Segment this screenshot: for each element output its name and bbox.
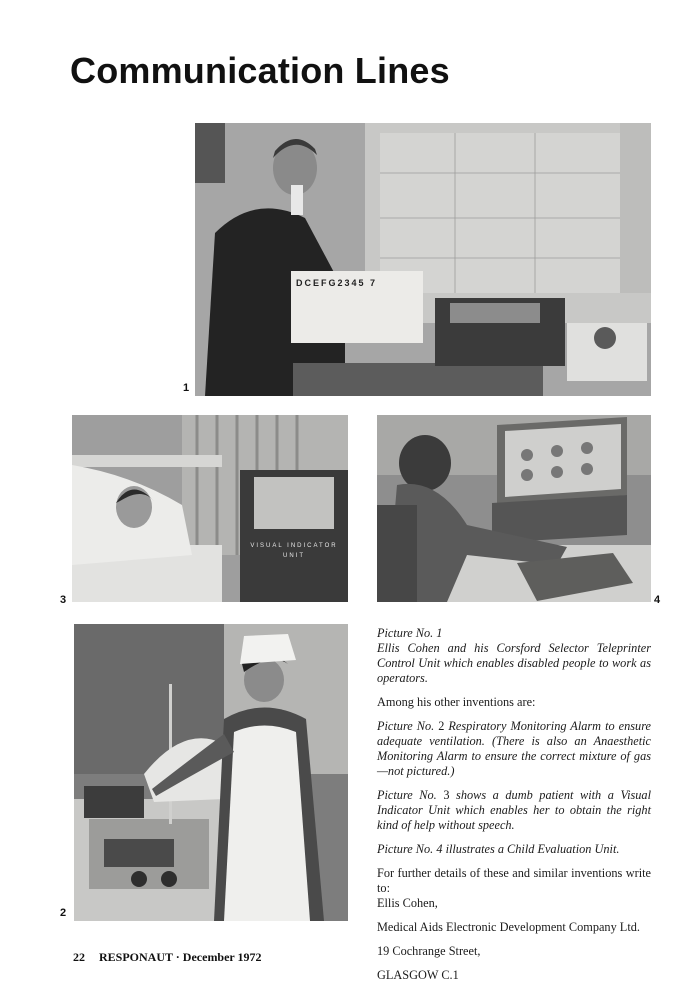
- caption-column: [377, 626, 651, 992]
- letter-board: [291, 271, 423, 343]
- caption-picture-2-num: 2: [438, 719, 445, 733]
- caption-intro: Among his other inventions are:: [377, 695, 536, 709]
- photo-respiratory-alarm: [74, 624, 348, 921]
- photo-child-evaluation: [377, 415, 651, 602]
- caption-picture-1-label: Picture No. 1: [377, 626, 443, 640]
- caption-further: For further details of these and similar inventions write to:: [377, 866, 651, 895]
- photo-number-2: 2: [60, 907, 67, 919]
- caption-picture-3-num: 3: [443, 788, 450, 802]
- caption-picture-2-text: Respiratory Monitoring Alarm to ensure adequate ventilation. (There is also an Anaesthetic Monitoring Alarm to ensure the correct mixture of gas —not pictured.): [377, 719, 651, 778]
- caption-picture-3: [377, 788, 651, 833]
- page-number: 22: [73, 950, 85, 964]
- caption-picture-2: [377, 719, 651, 779]
- publication-line: RESPONAUT · December 1972: [99, 950, 262, 964]
- caption-picture-4-num: 4: [436, 842, 443, 856]
- page-title: Communication Lines: [70, 50, 450, 91]
- photo-patient-indicator: [72, 415, 348, 602]
- photo-number-3: 3: [60, 594, 67, 606]
- photo-number-4: 4: [654, 594, 661, 606]
- caption-picture-4-lead: Picture No.: [377, 842, 434, 856]
- address-city: GLASGOW C.1: [377, 968, 459, 982]
- indicator-label-text: VISUAL INDICATOR UNIT: [250, 543, 338, 559]
- caption-picture-4: [377, 842, 651, 857]
- address-name: Ellis Cohen,: [377, 896, 438, 910]
- letter-board-text: DCEFG2345 7: [296, 278, 378, 288]
- photo-number-1: 1: [183, 382, 190, 394]
- caption-picture-3-lead: Picture No.: [377, 788, 437, 802]
- indicator-label: [244, 541, 344, 561]
- page-footer: [73, 950, 276, 965]
- photo-teleprinter: [195, 123, 651, 396]
- caption-picture-4-text: illustrates a Child Evaluation Unit.: [445, 842, 620, 856]
- caption-picture-3-text: shows a dumb patient with a Visual Indicator Unit which enables her to obtain the right kind of help without speech.: [377, 788, 651, 832]
- caption-picture-1-text: Ellis Cohen and his Corsford Selector Teleprinter Control Unit which enables disabled people to work as operators.: [377, 641, 651, 685]
- caption-picture-2-lead: Picture No.: [377, 719, 435, 733]
- address-company: Medical Aids Electronic Development Company Ltd.: [377, 920, 640, 934]
- address-street: 19 Cochrange Street,: [377, 944, 481, 958]
